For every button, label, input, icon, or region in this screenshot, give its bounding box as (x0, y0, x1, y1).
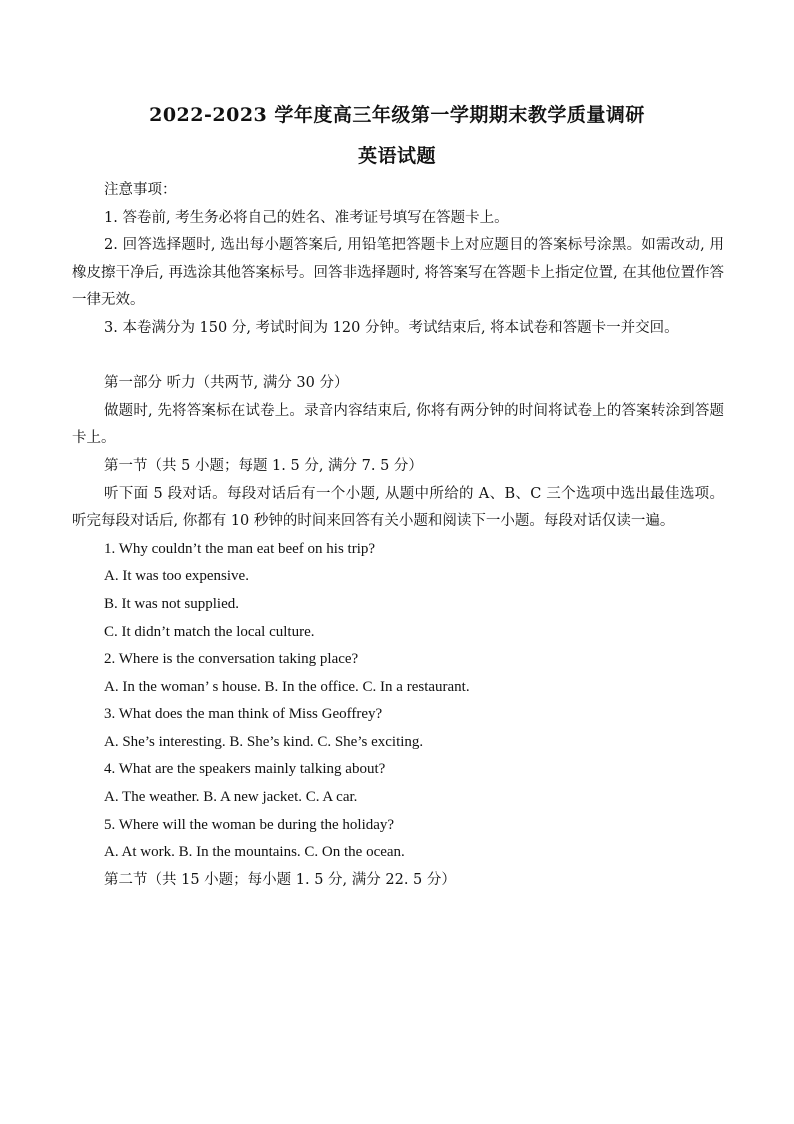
question-3: 3. What does the man think of Miss Geoffrey? (104, 706, 383, 723)
question-5-options: A. At work. B. In the mountains. C. On the ocean. (104, 844, 405, 861)
question-2: 2. Where is the conversation taking place? (104, 651, 359, 668)
section1-instruction: 听下面 5 段对话。每段对话后有一个小题, 从题中所给的 A、B、C 三个选项中选出最佳选项。听完每段对话后, 你都有 10 秒钟的时间来回答有关小题和阅读下一小题。每段对话仅读一遍。 (72, 485, 724, 530)
notice-item-1: 1. 答卷前, 考生务必将自己的姓名、准考证号填写在答题卡上。 (104, 209, 509, 226)
section1-heading: 第一节（共 5 小题；每题 1. 5 分, 满分 7. 5 分） (104, 457, 423, 474)
question-1: 1. Why couldn’t the man eat beef on his trip? (104, 540, 376, 557)
notice-item-3: 3. 本卷满分为 150 分, 考试时间为 120 分钟。考试结束后, 将本试卷和答题卡一并交回。 (104, 319, 679, 336)
part1-heading: 第一部分 听力（共两节, 满分 30 分） (104, 375, 349, 392)
question-1-option-b: B. It was not supplied. (104, 595, 239, 612)
part1-instruction: 做题时, 先将答案标在试卷上。录音内容结束后, 你将有两分钟的时间将试卷上的答案转涂到答题卡上。 (72, 402, 724, 447)
page-subtitle: 英语试题 (357, 145, 436, 167)
question-2-options: A. In the woman’ s house. B. In the office. C. In a restaurant. (104, 678, 470, 695)
question-1-option-c: C. It didn’t match the local culture. (104, 623, 315, 640)
page-title: 2022-2023 学年度高三年级第一学期期末教学质量调研 (149, 104, 645, 126)
spacer (72, 343, 724, 371)
exam-content (72, 177, 724, 894)
question-1-option-a: A. It was too expensive. (104, 568, 249, 585)
notice-item-2: 2. 回答选择题时, 选出每小题答案后, 用铅笔把答题卡上对应题目的答案标号涂黑。如需改动, 用橡皮擦干净后, 再选涂其他答案标号。回答非选择题时, 将答案写在答题卡上指定位置, 在其他位置作答一律无效。 (72, 237, 724, 309)
section2-heading: 第二节（共 15 小题；每小题 1. 5 分, 满分 22. 5 分） (104, 871, 456, 888)
question-4-options: A. The weather. B. A new jacket. C. A car. (104, 789, 358, 806)
question-3-options: A. She’s interesting. B. She’s kind. C. She’s exciting. (104, 733, 424, 750)
question-5: 5. Where will the woman be during the holiday? (104, 816, 395, 833)
notice-heading: 注意事项： (104, 182, 177, 198)
question-4: 4. What are the speakers mainly talking about? (104, 761, 386, 778)
